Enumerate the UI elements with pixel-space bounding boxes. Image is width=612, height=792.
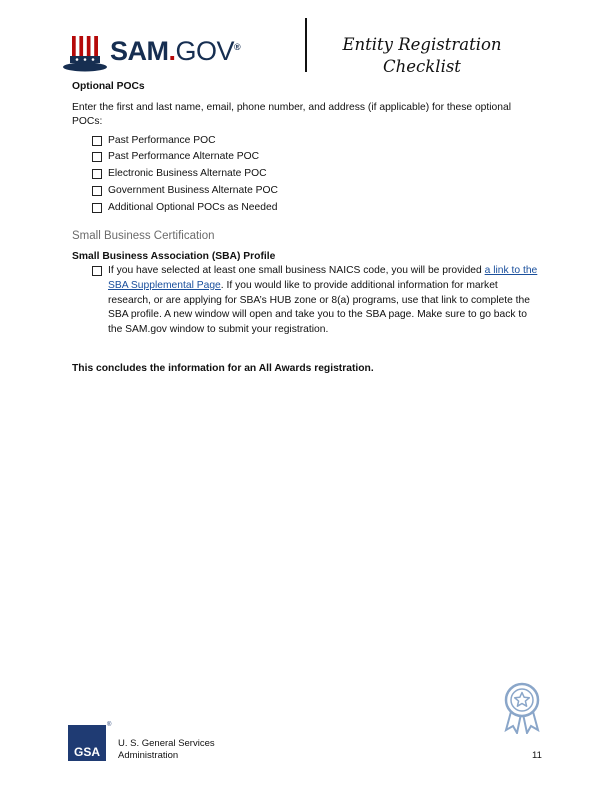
sba-profile-heading: Small Business Association (SBA) Profile [72,250,276,262]
document-title-line2: Checklist [383,57,461,76]
gsa-logo [68,725,106,761]
uncle-sam-hat-icon [62,34,108,74]
checklist-item [92,134,542,149]
optional-pocs-checklist [72,134,542,215]
checkbox-icon[interactable] [92,186,102,196]
registered-mark: ® [234,42,241,52]
gsa-logo-text: GSA [73,745,100,759]
document-title [332,34,512,78]
agency-name-line1: U. S. General Services [118,738,215,749]
small-business-section-title: Small Business Certification [72,230,215,243]
sba-item-text-before: If you have selected at least one small business NAICS code, you will be provided [108,265,485,277]
gsa-registered-mark: ® [107,722,112,728]
checklist-item-label: Electronic Business Alternate POC [108,168,267,180]
main-content [72,80,542,387]
checkbox-icon[interactable] [92,203,102,213]
optional-pocs-heading: Optional POCs [72,81,145,92]
checkbox-icon[interactable] [92,169,102,179]
sam-gov-wordmark [110,36,240,67]
agency-name-line2: Administration [118,750,179,761]
checkbox-icon[interactable] [92,136,102,146]
header-divider [305,18,307,72]
page-number: 11 [532,750,542,761]
checkbox-icon[interactable] [92,152,102,162]
document-title-line1: Entity Registration [342,35,502,54]
award-ribbon-icon [500,682,544,734]
sba-supplemental-page-link[interactable]: a link to the SBA Supplemental Page [108,265,538,291]
wordmark-dot: . [168,36,176,66]
optional-pocs-intro: Enter the first and last name, email, phone number, and address (if applicable) for these optional POCs: [72,101,512,128]
checklist-item [92,184,542,199]
checklist-item [92,167,542,182]
checklist-item [92,201,542,216]
agency-name [118,738,215,762]
wordmark-gov: GOV [175,36,235,66]
sam-gov-logo [62,34,242,74]
sba-checklist [72,264,542,337]
checklist-item [92,264,542,337]
wordmark-sam: SAM [110,36,169,66]
checklist-item-label: Additional Optional POCs as Needed [108,201,278,213]
checkbox-icon[interactable] [92,266,102,276]
sba-item-text-after: . If you would like to provide additional information for market research, or are applying for SBA’s HUB zone or 8(a) programs, use that link to complete the SBA profile. A new window will open and take you to the SBA page. Make sure to go back to the SAM.gov window to submit your registration. [108,279,530,335]
checklist-item [92,150,542,165]
checklist-item-label: Past Performance POC [108,134,216,146]
conclusion-text: This concludes the information for an All Awards registration. [72,363,374,375]
checklist-item-label: Past Performance Alternate POC [108,151,260,163]
checklist-item-label: Government Business Alternate POC [108,184,278,196]
